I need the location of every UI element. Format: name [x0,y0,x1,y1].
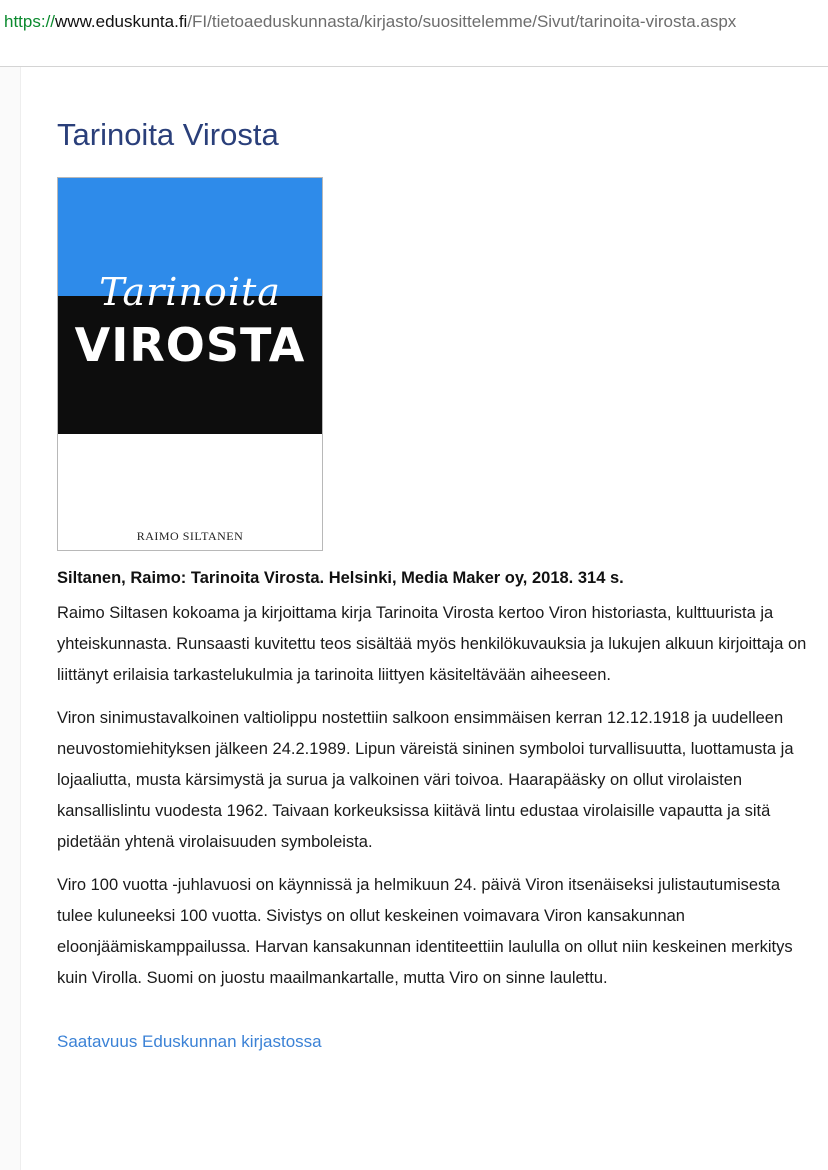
address-bar[interactable] [0,0,828,44]
toolbar-divider [0,66,828,67]
page-title: Tarinoita Virosta [57,117,279,152]
book-citation: Siltanen, Raimo: Tarinoita Virosta. Helsinki, Media Maker oy, 2018. 314 s. [57,569,624,587]
cover-title-line2: VIROSTA [74,318,306,372]
paragraph-3: Viro 100 vuotta -juhlavuosi on käynnissä ja helmikuun 24. päivä Viron itsenäiseksi julistautumisesta tulee kuluneeksi 100 vuotta. Sivistys on ollut keskeinen voimavara Viron kansakunnan eloonjäämiskamppailussa. Harvan kansakunnan identiteettiin laululla on ollut niin keskeinen merkitys kuin Virolla. Suomi on juostu maailmankartalle, mutta Viro on sinne laulettu. [57,876,793,987]
url-path: /FI/tietoaeduskunnasta/kirjasto/suosittelemme/Sivut/tarinoita-virosta.aspx [187,12,737,31]
cover-title-line1: Tarinoita [99,270,281,314]
url-scheme: https:// [4,12,56,31]
book-cover-image [57,177,323,551]
availability-link[interactable]: Saatavuus Eduskunnan kirjastossa [57,1032,322,1051]
article [57,100,817,1052]
url-host: www.eduskunta.fi [55,12,188,31]
left-gutter [0,67,21,1170]
paragraph-1: Raimo Siltasen kokoama ja kirjoittama kirja Tarinoita Virosta kertoo Viron historiasta, kulttuurista ja yhteiskunnasta. Runsaasti kuvitettu teos sisältää myös henkilökuvauksia ja lukujen alkuun kirjoittaja on liittänyt erilaisia tarkastelukulmia ja tarinoita liittyen käsiteltävään aiheeseen. [57,604,807,684]
paragraph-2: Viron sinimustavalkoinen valtiolippu nostettiin salkoon ensimmäisen kerran 12.12.1918 ja uudelleen neuvostomiehityksen jälkeen 24.2.1989. Lipun väreistä sininen symboloi turvallisuutta, luottamusta ja lojaaliutta, musta kärsimystä ja surua ja valkoinen väri toivoa. Haarapääsky on ollut virolaisten kansallislintu vuodesta 1962. Taivaan korkeuksissa kiitävä lintu edustaa virolaisille vapautta ja sitä pidetään yhtenä virolaisuuden symboleista. [57,709,794,851]
cover-author: RAIMO SILTANEN [136,529,244,543]
